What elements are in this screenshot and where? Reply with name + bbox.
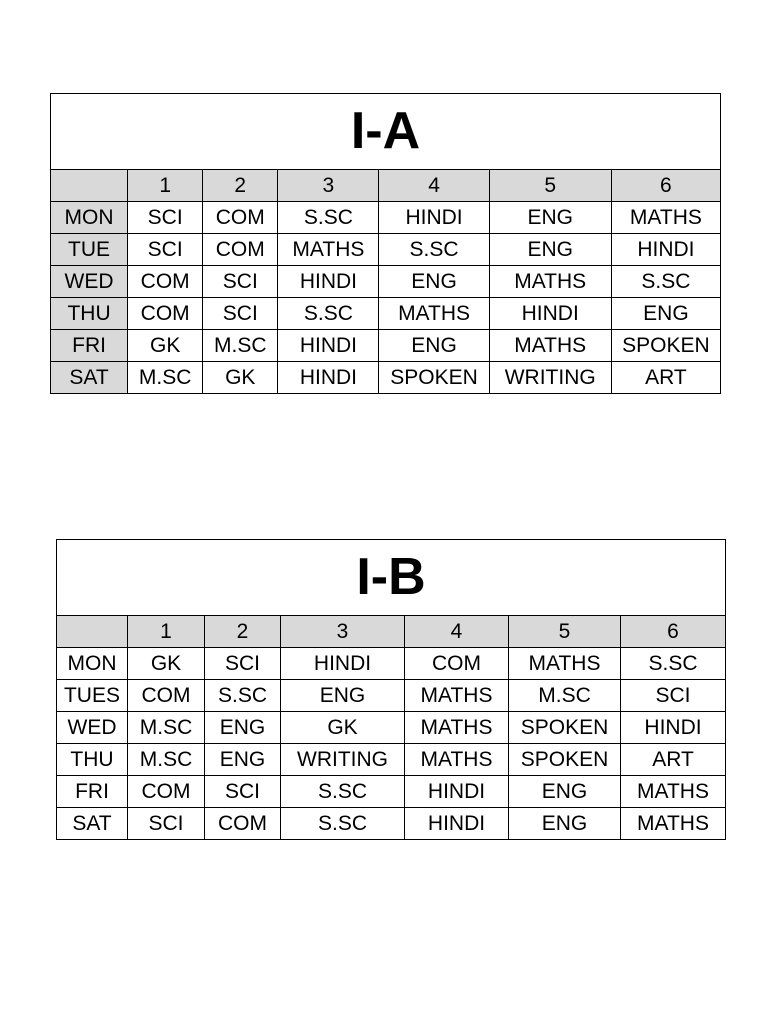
subject-cell: S.SC — [379, 234, 489, 266]
subject-cell: GK — [128, 648, 205, 680]
subject-cell: ENG — [489, 234, 611, 266]
subject-cell: MATHS — [621, 776, 726, 808]
subject-cell: HINDI — [278, 362, 379, 394]
period-header: 4 — [405, 616, 509, 648]
period-header: 2 — [205, 616, 281, 648]
subject-cell: SCI — [128, 808, 205, 840]
period-header: 2 — [203, 170, 278, 202]
day-row — [57, 776, 726, 808]
subject-cell: ENG — [509, 808, 621, 840]
period-header: 1 — [128, 616, 205, 648]
day-row — [57, 712, 726, 744]
subject-cell: ENG — [379, 330, 489, 362]
subject-cell: ENG — [489, 202, 611, 234]
subject-cell: MATHS — [278, 234, 379, 266]
subject-cell: MATHS — [611, 202, 720, 234]
subject-cell: HINDI — [278, 330, 379, 362]
subject-cell: M.SC — [203, 330, 278, 362]
subject-cell: SCI — [621, 680, 726, 712]
subject-cell: S.SC — [611, 266, 720, 298]
day-label: TUES — [57, 680, 128, 712]
day-row — [51, 330, 721, 362]
period-header: 6 — [621, 616, 726, 648]
title-row — [57, 540, 726, 616]
subject-cell: GK — [203, 362, 278, 394]
period-header: 5 — [489, 170, 611, 202]
subject-cell: SPOKEN — [611, 330, 720, 362]
subject-cell: SPOKEN — [509, 712, 621, 744]
subject-cell: S.SC — [205, 680, 281, 712]
corner-cell — [51, 170, 128, 202]
subject-cell: ART — [621, 744, 726, 776]
period-header: 6 — [611, 170, 720, 202]
day-row — [51, 362, 721, 394]
subject-cell: SCI — [205, 776, 281, 808]
subject-cell: HINDI — [379, 202, 489, 234]
subject-cell: MATHS — [489, 330, 611, 362]
subject-cell: S.SC — [281, 808, 405, 840]
subject-cell: HINDI — [621, 712, 726, 744]
day-label: TUE — [51, 234, 128, 266]
subject-cell: ENG — [281, 680, 405, 712]
day-row — [57, 808, 726, 840]
day-label: WED — [51, 266, 128, 298]
day-label: SAT — [57, 808, 128, 840]
subject-cell: SCI — [128, 234, 203, 266]
subject-cell: SCI — [205, 648, 281, 680]
subject-cell: ART — [611, 362, 720, 394]
subject-cell: ENG — [509, 776, 621, 808]
subject-cell: MATHS — [509, 648, 621, 680]
title-row — [51, 94, 721, 170]
subject-cell: MATHS — [405, 680, 509, 712]
day-row — [51, 298, 721, 330]
period-header: 5 — [509, 616, 621, 648]
subject-cell: COM — [128, 776, 205, 808]
subject-cell: COM — [128, 266, 203, 298]
subject-cell: MATHS — [405, 744, 509, 776]
day-label: FRI — [57, 776, 128, 808]
subject-cell: GK — [128, 330, 203, 362]
subject-cell: COM — [205, 808, 281, 840]
subject-cell: GK — [281, 712, 405, 744]
day-row — [51, 234, 721, 266]
subject-cell: HINDI — [405, 776, 509, 808]
subject-cell: S.SC — [278, 298, 379, 330]
subject-cell: COM — [203, 234, 278, 266]
subject-cell: HINDI — [278, 266, 379, 298]
day-label: MON — [57, 648, 128, 680]
period-header-row — [51, 170, 721, 202]
subject-cell: S.SC — [281, 776, 405, 808]
day-label: SAT — [51, 362, 128, 394]
subject-cell: COM — [405, 648, 509, 680]
subject-cell: M.SC — [128, 712, 205, 744]
subject-cell: ENG — [205, 744, 281, 776]
period-header: 3 — [278, 170, 379, 202]
timetable-i-a — [50, 93, 721, 394]
subject-cell: MATHS — [405, 712, 509, 744]
subject-cell: ENG — [379, 266, 489, 298]
subject-cell: HINDI — [405, 808, 509, 840]
subject-cell: MATHS — [489, 266, 611, 298]
subject-cell: M.SC — [128, 362, 203, 394]
subject-cell: S.SC — [278, 202, 379, 234]
subject-cell: WRITING — [489, 362, 611, 394]
subject-cell: M.SC — [509, 680, 621, 712]
day-label: THU — [51, 298, 128, 330]
subject-cell: SCI — [203, 298, 278, 330]
subject-cell: HINDI — [489, 298, 611, 330]
class-title: I-B — [57, 540, 726, 616]
subject-cell: SPOKEN — [509, 744, 621, 776]
period-header: 4 — [379, 170, 489, 202]
subject-cell: MATHS — [379, 298, 489, 330]
subject-cell: COM — [203, 202, 278, 234]
day-row — [57, 744, 726, 776]
day-row — [57, 648, 726, 680]
day-label: FRI — [51, 330, 128, 362]
day-row — [51, 202, 721, 234]
period-header-row — [57, 616, 726, 648]
subject-cell: WRITING — [281, 744, 405, 776]
subject-cell: SPOKEN — [379, 362, 489, 394]
subject-cell: S.SC — [621, 648, 726, 680]
subject-cell: ENG — [205, 712, 281, 744]
timetable-i-b — [56, 539, 726, 840]
day-label: MON — [51, 202, 128, 234]
day-row — [51, 266, 721, 298]
subject-cell: ENG — [611, 298, 720, 330]
period-header: 1 — [128, 170, 203, 202]
subject-cell: MATHS — [621, 808, 726, 840]
subject-cell: M.SC — [128, 744, 205, 776]
day-label: WED — [57, 712, 128, 744]
subject-cell: HINDI — [281, 648, 405, 680]
subject-cell: COM — [128, 298, 203, 330]
corner-cell — [57, 616, 128, 648]
subject-cell: HINDI — [611, 234, 720, 266]
class-title: I-A — [51, 94, 721, 170]
day-row — [57, 680, 726, 712]
subject-cell: COM — [128, 680, 205, 712]
day-label: THU — [57, 744, 128, 776]
period-header: 3 — [281, 616, 405, 648]
subject-cell: SCI — [203, 266, 278, 298]
subject-cell: SCI — [128, 202, 203, 234]
